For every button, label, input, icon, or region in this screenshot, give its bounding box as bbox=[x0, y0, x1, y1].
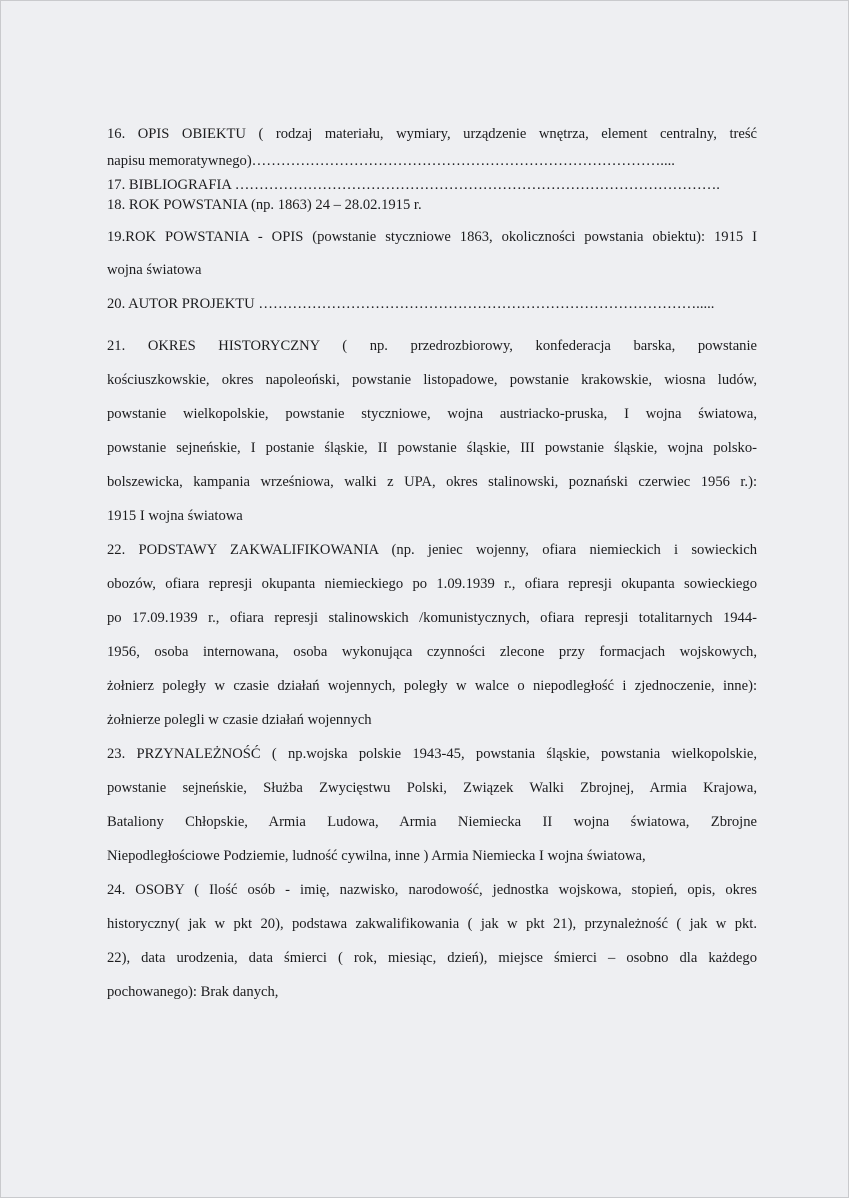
item-21-line-5: bolszewicka, kampania wrześniowa, walki z UPA, okres stalinowski, poznański czerwiec 1956 r.): bbox=[107, 474, 757, 490]
item-18-year: 18. ROK POWSTANIA (np. 1863) 24 – 28.02.1915 r. bbox=[107, 197, 422, 213]
item-17-bibliography: 17. BIBLIOGRAFIA ………………………………………………………………………………………. bbox=[107, 177, 720, 193]
item-22-line-6: żołnierze polegli w czasie działań wojennych bbox=[107, 712, 372, 728]
item-23-line-3: Bataliony Chłopskie, Armia Ludowa, Armia Niemiecka II wojna światowa, Zbrojne bbox=[107, 814, 757, 830]
item-23-line-4: Niepodległościowe Podziemie, ludność cywilna, inne ) Armia Niemiecka I wojna światowa, bbox=[107, 848, 646, 864]
item-22-line-4: 1956, osoba internowana, osoba wykonująca czynności zlecone przy formacjach wojskowych, bbox=[107, 644, 757, 660]
item-22-line-3: po 17.09.1939 r., ofiara represji stalinowskich /komunistycznych, ofiara represji totalitarnych 1944- bbox=[107, 610, 757, 626]
item-20-author: 20. AUTOR PROJEKTU ………………………………………………………………………………..... bbox=[107, 296, 715, 312]
item-19-line-2: wojna światowa bbox=[107, 262, 202, 278]
item-24-line-1: 24. OSOBY ( Ilość osób - imię, nazwisko, narodowość, jednostka wojskowa, stopień, opis, okres bbox=[107, 882, 757, 898]
item-22-line-2: obozów, ofiara represji okupanta niemieckiego po 1.09.1939 r., ofiara represji okupanta sowieckiego bbox=[107, 576, 757, 592]
item-21-line-2: kościuszkowskie, okres napoleoński, powstanie listopadowe, powstanie krakowskie, wiosna ludów, bbox=[107, 372, 757, 388]
item-21-line-1: 21. OKRES HISTORYCZNY ( np. przedrozbiorowy, konfederacja barska, powstanie bbox=[107, 338, 757, 354]
item-24-line-4: pochowanego): Brak danych, bbox=[107, 984, 279, 1000]
item-22-line-1: 22. PODSTAWY ZAKWALIFIKOWANIA (np. jeniec wojenny, ofiara niemieckich i sowieckich bbox=[107, 542, 757, 558]
item-24-line-2: historyczny( jak w pkt 20), podstawa zakwalifikowania ( jak w pkt 21), przynależność ( jak w pkt. bbox=[107, 916, 757, 932]
item-16-line-2: napisu memoratywnego)………………………………………………………………………….... bbox=[107, 153, 675, 169]
item-21-line-6: 1915 I wojna światowa bbox=[107, 508, 243, 524]
item-22-line-5: żołnierz poległy w czasie działań wojennych, poległy w walce o niepodległość i zjednoczenie, inne): bbox=[107, 678, 757, 694]
item-24-line-3: 22), data urodzenia, data śmierci ( rok, miesiąc, dzień), miejsce śmierci – osobno dla każdego bbox=[107, 950, 757, 966]
item-16-line-1: 16. OPIS OBIEKTU ( rodzaj materiału, wymiary, urządzenie wnętrza, element centralny, treść bbox=[107, 126, 757, 142]
item-19-line-1: 19.ROK POWSTANIA - OPIS (powstanie styczniowe 1863, okoliczności powstania obiektu): 1915 I bbox=[107, 229, 757, 245]
item-23-line-2: powstanie sejneńskie, Służba Zwycięstwu Polski, Związek Walki Zbrojnej, Armia Krajowa, bbox=[107, 780, 757, 796]
item-21-line-4: powstanie sejneńskie, I postanie śląskie, II powstanie śląskie, III powstanie śląskie, wojna polsko- bbox=[107, 440, 757, 456]
item-23-line-1: 23. PRZYNALEŻNOŚĆ ( np.wojska polskie 1943-45, powstania śląskie, powstania wielkopolskie, bbox=[107, 746, 757, 762]
item-21-line-3: powstanie wielkopolskie, powstanie styczniowe, wojna austriacko-pruska, I wojna światowa, bbox=[107, 406, 757, 422]
